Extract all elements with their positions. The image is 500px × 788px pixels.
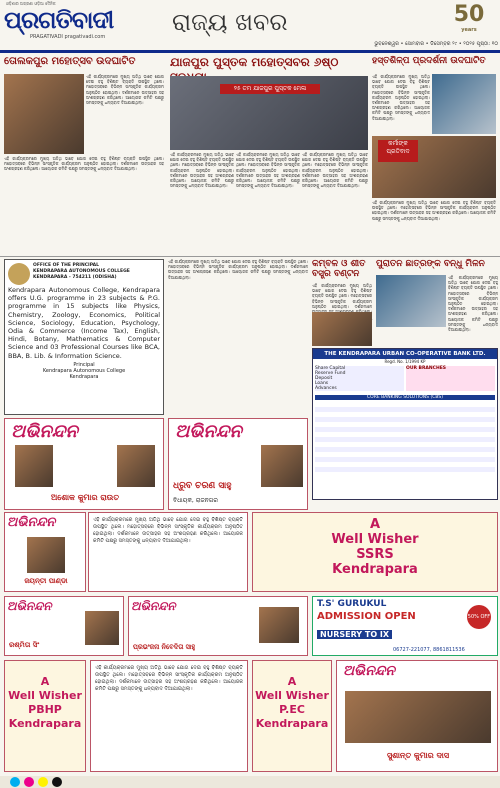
story-text-mid: ଏହି କାର୍ଯ୍ୟକ୍ରମରେ ମୁଖ୍ୟ ଅତିଥି ଭାବେ ଯୋଗ ଦେଇ ବହୁ ବିଶିଷ୍ଟ ବ୍ୟକ୍ତି ଉପସ୍ଥିତ ଥିଲେ। ମହୋତ୍ସବରେ ବିଭିନ୍ନ ସାଂସ୍କୃତିକ କାର୍ଯ୍ୟକ୍ରମ ଅନୁଷ୍ଠିତ ହୋଇଥିଲା। ଦର୍ଶକମାନେ ଉତ୍ସାହର ସହ ଅଂଶଗ୍ରହଣ କରିଥିଲେ। ଆୟୋଜକ କମିଟି ପକ୍ଷରୁ ସମସ୍ତଙ୍କୁ ଧନ୍ୟବାଦ ଦିଆଯାଇଥିଲା। — [168, 259, 308, 280]
college-notice — [4, 259, 164, 415]
greeting-title-5: ଅଭିନନ୍ଦନ — [131, 599, 176, 613]
notice-ad — [88, 512, 248, 592]
bank-ad-branches: OUR BRANCHES — [406, 366, 495, 391]
story-photo-blanket — [312, 312, 372, 346]
greeting-title-1: ଅଭିନନ୍ଦନ — [11, 421, 78, 442]
well-wisher-pec-text: A Well Wisher P.EC Kendrapara — [255, 675, 329, 730]
well-wisher-ssrs-text: A Well Wisher SSRS Kendrapara — [331, 517, 419, 577]
bank-ad-sub: Regd. No. 1/1994 KP — [384, 359, 426, 364]
print-footer — [0, 776, 500, 788]
greeting-photo-1b — [117, 445, 155, 487]
greeting-ad-5 — [128, 596, 308, 656]
notice-ad-text: ଏହି କାର୍ଯ୍ୟକ୍ରମରେ ମୁଖ୍ୟ ଅତିଥି ଭାବେ ଯୋଗ ଦେଇ ବହୁ ବିଶିଷ୍ଟ ବ୍ୟକ୍ତି ଉପସ୍ଥିତ ଥିଲେ। ମହୋତ୍ସବରେ ବିଭିନ୍ନ ସାଂସ୍କୃତିକ କାର୍ଯ୍ୟକ୍ରମ ଅନୁଷ୍ଠିତ ହୋଇଥିଲା। ଦର୍ଶକମାନେ ଉତ୍ସାହର ସହ ଅଂଶଗ୍ରହଣ କରିଥିଲେ। ଆୟୋଜକ କମିଟି ପକ୍ଷରୁ ସମସ୍ତଙ୍କୁ ଧନ୍ୟବାଦ ଦିଆଯାଇଥିଲା। — [93, 517, 243, 544]
greeting-title-2: ଅଭିନନ୍ଦନ — [175, 421, 242, 442]
school-ad — [312, 596, 498, 656]
greeting-name-1: ଅଶୋକ କୁମାର ରାଉତ — [50, 493, 120, 502]
greeting-name-5: ପ୍ରଭଂଜନା ନିବେଦିତା ସାହୁ — [133, 643, 196, 651]
discount-badge: 50% OFF — [467, 605, 491, 629]
story-text-center-2: ଏହି କାର୍ଯ୍ୟକ୍ରମରେ ମୁଖ୍ୟ ଅତିଥି ଭାବେ ଯୋଗ ଦେଇ ବହୁ ବିଶିଷ୍ଟ ବ୍ୟକ୍ତି ଉପସ୍ଥିତ ଥିଲେ। ମହୋତ୍ସବରେ ବିଭିନ୍ନ ସାଂସ୍କୃତିକ କାର୍ଯ୍ୟକ୍ରମ ଅନୁଷ୍ଠିତ ହୋଇଥିଲା। ଦର୍ଶକମାନେ ଉତ୍ସାହର ସହ ଅଂଶଗ୍ରହଣ କରିଥିଲେ। ଆୟୋଜକ କମିଟି ପକ୍ଷରୁ ସମସ୍ତଙ୍କୁ ଧନ୍ୟବାଦ ଦିଆଯାଇଥିଲା। — [236, 152, 300, 189]
greeting-photo-2 — [261, 445, 303, 487]
greeting-photo-6 — [345, 691, 491, 743]
greeting-name-3: ଜୟନ୍ତୀ ପାଣ୍ଡା — [24, 577, 68, 585]
bank-ad-cbs: CORE BANKING SOLUTIONS (CBS) — [315, 395, 495, 400]
anniversary-logo: 50 years — [453, 2, 485, 33]
greeting-photo-3 — [27, 537, 65, 573]
greeting-name-4: ରଶ୍ମିତା ସିଂ — [9, 641, 40, 649]
school-ad-classes: NURSERY TO IX — [317, 630, 392, 639]
divider-1 — [0, 256, 500, 257]
well-wisher-pbhp-text: A Well Wisher PBHP Kendrapara — [8, 675, 82, 730]
magenta-mark-icon — [24, 777, 34, 787]
story-text-right-1: ଏହି କାର୍ଯ୍ୟକ୍ରମରେ ମୁଖ୍ୟ ଅତିଥି ଭାବେ ଯୋଗ ଦେଇ ବହୁ ବିଶିଷ୍ଟ ବ୍ୟକ୍ତି ଉପସ୍ଥିତ ଥିଲେ। ମହୋତ୍ସବରେ ବିଭିନ୍ନ ସାଂସ୍କୃତିକ କାର୍ଯ୍ୟକ୍ରମ ଅନୁଷ୍ଠିତ ହୋଇଥିଲା। ଦର୍ଶକମାନେ ଉତ୍ସାହର ସହ ଅଂଶଗ୍ରହଣ କରିଥିଲେ। ଆୟୋଜକ କମିଟି ପକ୍ଷରୁ ସମସ୍ତଙ୍କୁ ଧନ୍ୟବାଦ ଦିଆଯାଇଥିଲା। — [372, 74, 430, 121]
masthead-tagline: ଓଡ଼ିଶାର ଅଗ୍ରଣୀ ଓଡ଼ିଆ ଦୈନିକ — [6, 1, 56, 6]
story-photo-left — [4, 74, 84, 154]
story-text-left-2: ଏହି କାର୍ଯ୍ୟକ୍ରମରେ ମୁଖ୍ୟ ଅତିଥି ଭାବେ ଯୋଗ ଦେଇ ବହୁ ବିଶିଷ୍ଟ ବ୍ୟକ୍ତି ଉପସ୍ଥିତ ଥିଲେ। ମହୋତ୍ସବରେ ବିଭିନ୍ନ ସାଂସ୍କୃତିକ କାର୍ଯ୍ୟକ୍ରମ ଅନୁଷ୍ଠିତ ହୋଇଥିଲା। ଦର୍ଶକମାନେ ଉତ୍ସାହର ସହ ଅଂଶଗ୍ରହଣ କରିଥିଲେ। ଆୟୋଜକ କମିଟି ପକ୍ଷରୁ ସମସ୍ତଙ୍କୁ ଧନ୍ୟବାଦ ଦିଆଯାଇଥିଲା। — [4, 156, 164, 172]
story-photo-right — [432, 74, 496, 134]
greeting-title-4: ଅଭିନନ୍ଦନ — [7, 599, 52, 613]
bank-ad-table — [315, 402, 495, 472]
greeting-photo-4 — [85, 611, 119, 645]
bank-ad — [312, 348, 498, 500]
greeting-title-3: ଅଭିନନ୍ଦନ — [7, 515, 56, 530]
headline-center: ଯାଜପୁର ପୁସ୍ତକ ମହୋତ୍ସବର ୬ଷ୍ଠ — [170, 55, 339, 69]
well-wisher-pbhp — [4, 660, 86, 772]
story-text-alumni: ଏହି କାର୍ଯ୍ୟକ୍ରମରେ ମୁଖ୍ୟ ଅତିଥି ଭାବେ ଯୋଗ ଦେଇ ବହୁ ବିଶିଷ୍ଟ ବ୍ୟକ୍ତି ଉପସ୍ଥିତ ଥିଲେ। ମହୋତ୍ସବରେ ବିଭିନ୍ନ ସାଂସ୍କୃତିକ କାର୍ଯ୍ୟକ୍ରମ ଅନୁଷ୍ଠିତ ହୋଇଥିଲା। ଦର୍ଶକମାନେ ଉତ୍ସାହର ସହ ଅଂଶଗ୍ରହଣ କରିଥିଲେ। ଆୟୋଜକ କମିଟି ପକ୍ଷରୁ ସମସ୍ତଙ୍କୁ ଧନ୍ୟବାଦ ଦିଆଯାଇଥିଲା। — [448, 275, 498, 333]
greeting-title-6: ଅଭିନନ୍ଦନ — [343, 663, 395, 679]
college-notice-sign: Principal Kendrapara Autonomous College Kendrapara — [42, 361, 126, 380]
school-ad-title: T.S' GURUKUL — [317, 599, 387, 609]
school-ad-admission: ADMISSION OPEN — [317, 611, 416, 622]
story-text-center-1: ଏହି କାର୍ଯ୍ୟକ୍ରମରେ ମୁଖ୍ୟ ଅତିଥି ଭାବେ ଯୋଗ ଦେଇ ବହୁ ବିଶିଷ୍ଟ ବ୍ୟକ୍ତି ଉପସ୍ଥିତ ଥିଲେ। ମହୋତ୍ସବରେ ବିଭିନ୍ନ ସାଂସ୍କୃତିକ କାର୍ଯ୍ୟକ୍ରମ ଅନୁଷ୍ଠିତ ହୋଇଥିଲା। ଦର୍ଶକମାନେ ଉତ୍ସାହର ସହ ଅଂଶଗ୍ରହଣ କରିଥିଲେ। ଆୟୋଜକ କମିଟି ପକ୍ଷରୁ ସମସ୍ତଙ୍କୁ ଧନ୍ୟବାଦ ଦିଆଯାଇଥିଲା। — [170, 152, 234, 189]
well-wisher-ssrs — [252, 512, 498, 592]
notice-ad-2-text: ଏହି କାର୍ଯ୍ୟକ୍ରମରେ ମୁଖ୍ୟ ଅତିଥି ଭାବେ ଯୋଗ ଦେଇ ବହୁ ବିଶିଷ୍ଟ ବ୍ୟକ୍ତି ଉପସ୍ଥିତ ଥିଲେ। ମହୋତ୍ସବରେ ବିଭିନ୍ନ ସାଂସ୍କୃତିକ କାର୍ଯ୍ୟକ୍ରମ ଅନୁଷ୍ଠିତ ହୋଇଥିଲା। ଦର୍ଶକମାନେ ଉତ୍ସାହର ସହ ଅଂଶଗ୍ରହଣ କରିଥିଲେ। ଆୟୋଜକ କମିଟି ପକ୍ଷରୁ ସମସ୍ତଙ୍କୁ ଧନ୍ୟବାଦ ଦିଆଯାଇଥିଲା। — [95, 665, 243, 692]
bank-ad-figures: Share Capital Reserve Fund Deposit Loans Advances — [315, 366, 404, 391]
greeting-ad-6 — [336, 660, 498, 772]
college-notice-body: Kendrapara Autonomous College, Kendrapara offers U.G. programme in 23 subjects & P.G. programme in 15 subjects like Physics, Chemistry, Zoology, Economics, Political Science, Sociology, Education, Psychology, Odia & Commerce (Income Tax), English, Hindi, Botany, Mathematics & Computer Science and 03 Professional Courses like BCA, BBA, B. Lib. & Information Science. — [8, 286, 160, 360]
masthead-title: ପ୍ରଗତିବାଦୀ — [4, 6, 114, 34]
story-text-center-3: ଏହି କାର୍ଯ୍ୟକ୍ରମରେ ମୁଖ୍ୟ ଅତିଥି ଭାବେ ଯୋଗ ଦେଇ ବହୁ ବିଶିଷ୍ଟ ବ୍ୟକ୍ତି ଉପସ୍ଥିତ ଥିଲେ। ମହୋତ୍ସବରେ ବିଭିନ୍ନ ସାଂସ୍କୃତିକ କାର୍ଯ୍ୟକ୍ରମ ଅନୁଷ୍ଠିତ ହୋଇଥିଲା। ଦର୍ଶକମାନେ ଉତ୍ସାହର ସହ ଅଂଶଗ୍ରହଣ କରିଥିଲେ। ଆୟୋଜକ କମିଟି ପକ୍ଷରୁ ସମସ୍ତଙ୍କୁ ଧନ୍ୟବାଦ ଦିଆଯାଇଥିଲା। — [302, 152, 368, 189]
school-ad-phone: 06727-221077, 8861811536 — [393, 647, 465, 653]
story-text-blanket: ଏହି କାର୍ଯ୍ୟକ୍ରମରେ ମୁଖ୍ୟ ଅତିଥି ଭାବେ ଯୋଗ ଦେଇ ବହୁ ବିଶିଷ୍ଟ ବ୍ୟକ୍ତି ଉପସ୍ଥିତ ଥିଲେ। ମହୋତ୍ସବରେ ବିଭିନ୍ନ ସାଂସ୍କୃତିକ କାର୍ଯ୍ୟକ୍ରମ ଅନୁଷ୍ଠିତ ହୋଇଥିଲା। ଦର୍ଶକମାନେ — [312, 283, 372, 309]
greeting-name-6: ସୁଶାନ୍ତ କୁମାର ଦାସ — [386, 751, 450, 760]
masthead-subtitle: PRAGATIVADI pragativadi.com — [30, 34, 106, 40]
yellow-mark-icon — [38, 777, 48, 787]
greeting-ad-1 — [4, 418, 164, 510]
masthead-rule — [0, 50, 500, 53]
greeting-ad-3 — [4, 512, 86, 592]
college-seal-icon — [8, 263, 30, 285]
story-text-left-1: ଏହି କାର୍ଯ୍ୟକ୍ରମରେ ମୁଖ୍ୟ ଅତିଥି ଭାବେ ଯୋଗ ଦେଇ ବହୁ ବିଶିଷ୍ଟ ବ୍ୟକ୍ତି ଉପସ୍ଥିତ ଥିଲେ। ମହୋତ୍ସବରେ ବିଭିନ୍ନ ସାଂସ୍କୃତିକ କାର୍ଯ୍ୟକ୍ରମ ଅନୁଷ୍ଠିତ ହୋଇଥିଲା। ଦର୍ଶକମାନେ ଉତ୍ସାହର ସହ ଅଂଶଗ୍ରହଣ କରିଥିଲେ। ଆୟୋଜକ କମିଟି ପକ୍ଷରୁ ସମସ୍ତଙ୍କୁ ଧନ୍ୟବାଦ ଦିଆଯାଇଥିଲା। — [86, 74, 164, 106]
headline-right: ହସ୍ତଶିଳ୍ପ ପ୍ରଦର୍ଶନୀ ଉଦଘାଟିତ — [372, 56, 486, 66]
greeting-photo-1 — [15, 445, 53, 487]
headline-left: ତୋଲକପୁର ମହୋତ୍ସବ ଉଦଘାଟିତ — [4, 56, 136, 67]
cyan-mark-icon — [10, 777, 20, 787]
right-photo-label: କର୍ମୀଙ୍କ ପ୍ରତିବାଦ — [378, 140, 418, 162]
date-line: ଭୁବନେଶ୍ୱର • ସୋମବାର • ଡିସେମ୍ବର ୨୯ • ୨୦୨୫ ପୃଷ୍ଠା: ୧୦ — [374, 41, 498, 47]
greeting-name-2: ଧ୍ରୁବ ଚରଣ ସାହୁ — [173, 481, 232, 491]
story-text-right-2: ଏହି କାର୍ଯ୍ୟକ୍ରମରେ ମୁଖ୍ୟ ଅତିଥି ଭାବେ ଯୋଗ ଦେଇ ବହୁ ବିଶିଷ୍ଟ ବ୍ୟକ୍ତି ଉପସ୍ଥିତ ଥିଲେ। ମହୋତ୍ସବରେ ବିଭିନ୍ନ ସାଂସ୍କୃତିକ କାର୍ଯ୍ୟକ୍ରମ ଅନୁଷ୍ଠିତ ହୋଇଥିଲା। ଦର୍ଶକମାନେ ଉତ୍ସାହର ସହ ଅଂଶଗ୍ରହଣ କରିଥିଲେ। ଆୟୋଜକ କମିଟି ପକ୍ଷରୁ ସମସ୍ତଙ୍କୁ ଧନ୍ୟବାଦ ଦିଆଯାଇଥିଲା। — [372, 200, 496, 221]
greeting-ad-4 — [4, 596, 124, 656]
greeting-ad-2 — [168, 418, 308, 510]
greeting-photo-5 — [259, 607, 299, 643]
story-photo-alumni — [376, 275, 446, 327]
headline-blanket: କମ୍ବଳ ଓ ଶୀତ ବସ୍ତ୍ର ବଣ୍ଟନ — [312, 259, 366, 279]
greeting-role-2: ବିଧାୟକ, ରାଜନଗର — [173, 497, 218, 504]
section-title: ରାଜ୍ୟ ଖବର — [172, 8, 288, 36]
notice-ad-2 — [90, 660, 248, 772]
bank-ad-title: THE KENDRAPARA URBAN CO-OPERATIVE BANK LTD. — [313, 349, 497, 359]
photo-banner: ୨୫ ତମ ଯାଜପୁର ପୁସ୍ତକ ମେଳା — [220, 84, 320, 94]
college-notice-title: OFFICE OF THE PRINCIPAL KENDRAPARA AUTONOMOUS COLLEGE KENDRAPARA - 754211 (ODISHA) — [33, 263, 130, 280]
headline-alumni: ପୁରାତନ ଛାତ୍ରଙ୍କ ବନ୍ଧୁ ମିଳନ — [376, 259, 485, 269]
well-wisher-pec — [252, 660, 332, 772]
black-mark-icon — [52, 777, 62, 787]
